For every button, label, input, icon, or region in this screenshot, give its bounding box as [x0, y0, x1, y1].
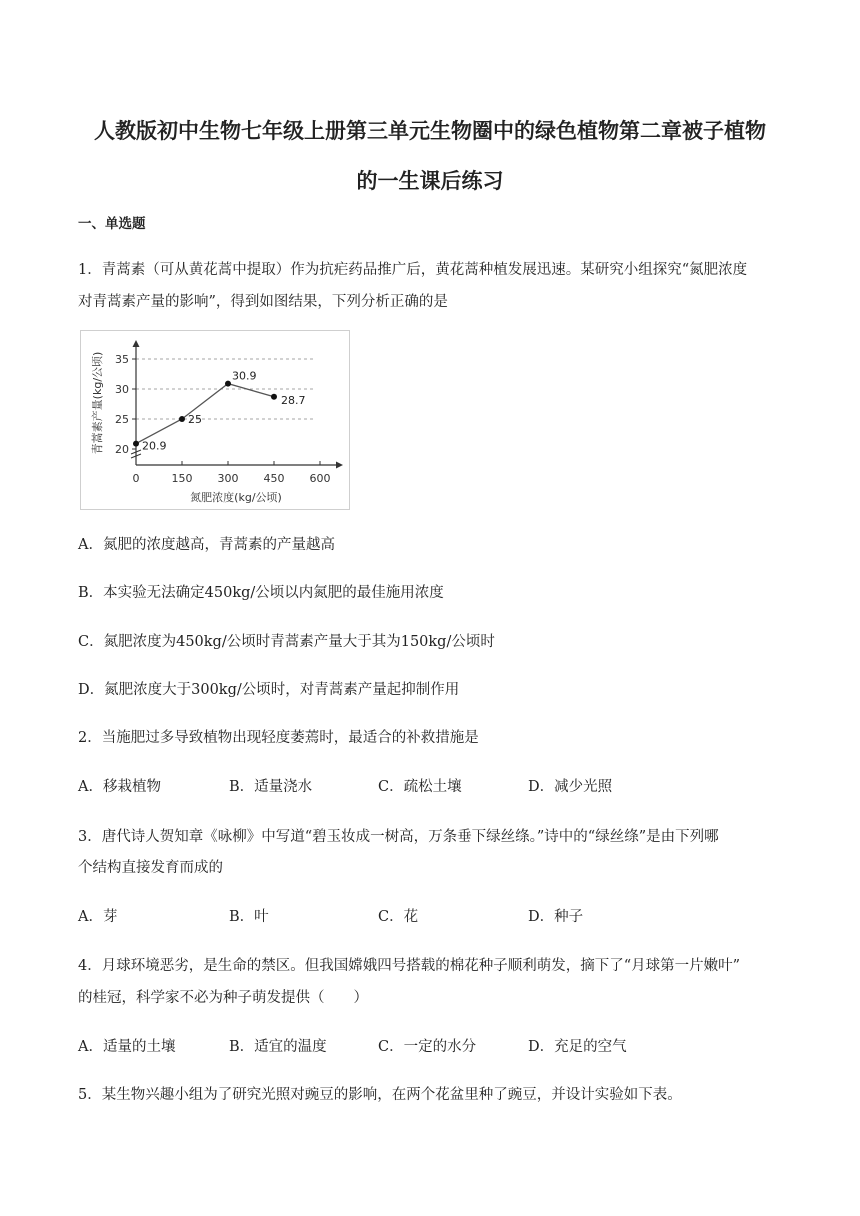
q1-option-a[interactable]: A．氮肥的浓度越高，青蒿素的产量越高 — [78, 537, 335, 553]
q1-chart — [80, 330, 350, 510]
data-label: 25 — [188, 413, 202, 426]
q4-text-line-1: 4．月球环境恶劣，是生命的禁区。但我国嫦娥四号搭载的棉花种子顺利萌发，摘下了“月球第一片嫩叶” — [78, 958, 741, 974]
q3-option-c[interactable]: C．花 — [378, 909, 419, 925]
x-tick-label: 450 — [263, 472, 285, 485]
x-tick-label: 0 — [132, 472, 140, 485]
y-axis-title: 青蒿素产量(kg/公顷) — [91, 351, 104, 455]
q2-option-d[interactable]: D．减少光照 — [528, 779, 613, 795]
q1-option-d[interactable]: D．氮肥浓度大于300kg/公顷时，对青蒿素产量起抑制作用 — [78, 682, 460, 698]
q1-option-b[interactable]: B．本实验无法确定450kg/公顷以内氮肥的最佳施用浓度 — [78, 585, 444, 601]
data-label: 28.7 — [281, 393, 306, 407]
chart-svg — [81, 331, 349, 509]
x-axis-arrow — [336, 462, 343, 469]
q4-option-a[interactable]: A．适量的土壤 — [78, 1039, 176, 1055]
q2-text: 2．当施肥过多导致植物出现轻度萎蔫时，最适合的补救措施是 — [78, 730, 479, 746]
q1-text-line-2: 对青蒿素产量的影响”，得到如图结果，下列分析正确的是 — [78, 294, 448, 310]
series-line — [136, 384, 274, 444]
y-tick-label: 20 — [115, 443, 129, 456]
y-tick-label: 30 — [115, 383, 129, 396]
q1-option-c[interactable]: C．氮肥浓度为450kg/公顷时青蒿素产量大于其为150kg/公顷时 — [78, 634, 495, 650]
title-line-1: 人教版初中生物七年级上册第三单元生物圈中的绿色植物第二章被子植物 — [94, 119, 766, 143]
x-axis-title: 氮肥浓度(kg/公顷) — [190, 491, 282, 504]
q3-text-line-1: 3．唐代诗人贺知章《咏柳》中写道“碧玉妆成一树高，万条垂下绿丝绦。”诗中的“绿丝绦”是由下列哪 — [78, 829, 719, 845]
y-tick-label: 35 — [115, 353, 129, 366]
title-line-2: 的一生课后练习 — [356, 169, 504, 193]
data-point — [225, 381, 231, 387]
q4-option-b[interactable]: B．适宜的温度 — [229, 1039, 327, 1055]
chart-grid — [136, 359, 316, 419]
q3-option-d[interactable]: D．种子 — [528, 909, 584, 925]
x-tick-label: 300 — [217, 472, 239, 485]
q3-option-b[interactable]: B．叶 — [229, 909, 269, 925]
q2-option-a[interactable]: A．移栽植物 — [78, 779, 161, 795]
q3-text-line-2: 个结构直接发育而成的 — [78, 860, 223, 876]
page-title — [60, 106, 800, 206]
x-tick-label: 150 — [171, 472, 193, 485]
x-tick-label: 600 — [309, 472, 331, 485]
data-label: 20.9 — [142, 439, 167, 453]
data-point — [133, 441, 139, 447]
q3-option-a[interactable]: A．芽 — [78, 909, 118, 925]
q5-text: 5．某生物兴趣小组为了研究光照对豌豆的影响，在两个花盆里种了豌豆，并设计实验如下表。 — [78, 1087, 682, 1103]
q4-option-c[interactable]: C．一定的水分 — [378, 1039, 477, 1055]
data-point — [271, 394, 277, 400]
q2-option-b[interactable]: B．适量浇水 — [229, 779, 313, 795]
y-tick-label: 25 — [115, 413, 129, 426]
q4-text-line-2: 的桂冠，科学家不必为种子萌发提供（ ） — [78, 990, 368, 1006]
data-label: 30.9 — [232, 369, 257, 383]
data-point — [179, 416, 185, 422]
y-axis-arrow — [133, 340, 140, 347]
section-heading: 一、单选题 — [78, 216, 146, 232]
q1-text-line-1: 1．青蒿素（可从黄花蒿中提取）作为抗疟药品推广后，黄花蒿种植发展迅速。某研究小组探究“氮肥浓度 — [78, 262, 748, 278]
q4-option-d[interactable]: D．充足的空气 — [528, 1039, 627, 1055]
chart-series — [133, 370, 306, 453]
q2-option-c[interactable]: C．疏松土壤 — [378, 779, 462, 795]
